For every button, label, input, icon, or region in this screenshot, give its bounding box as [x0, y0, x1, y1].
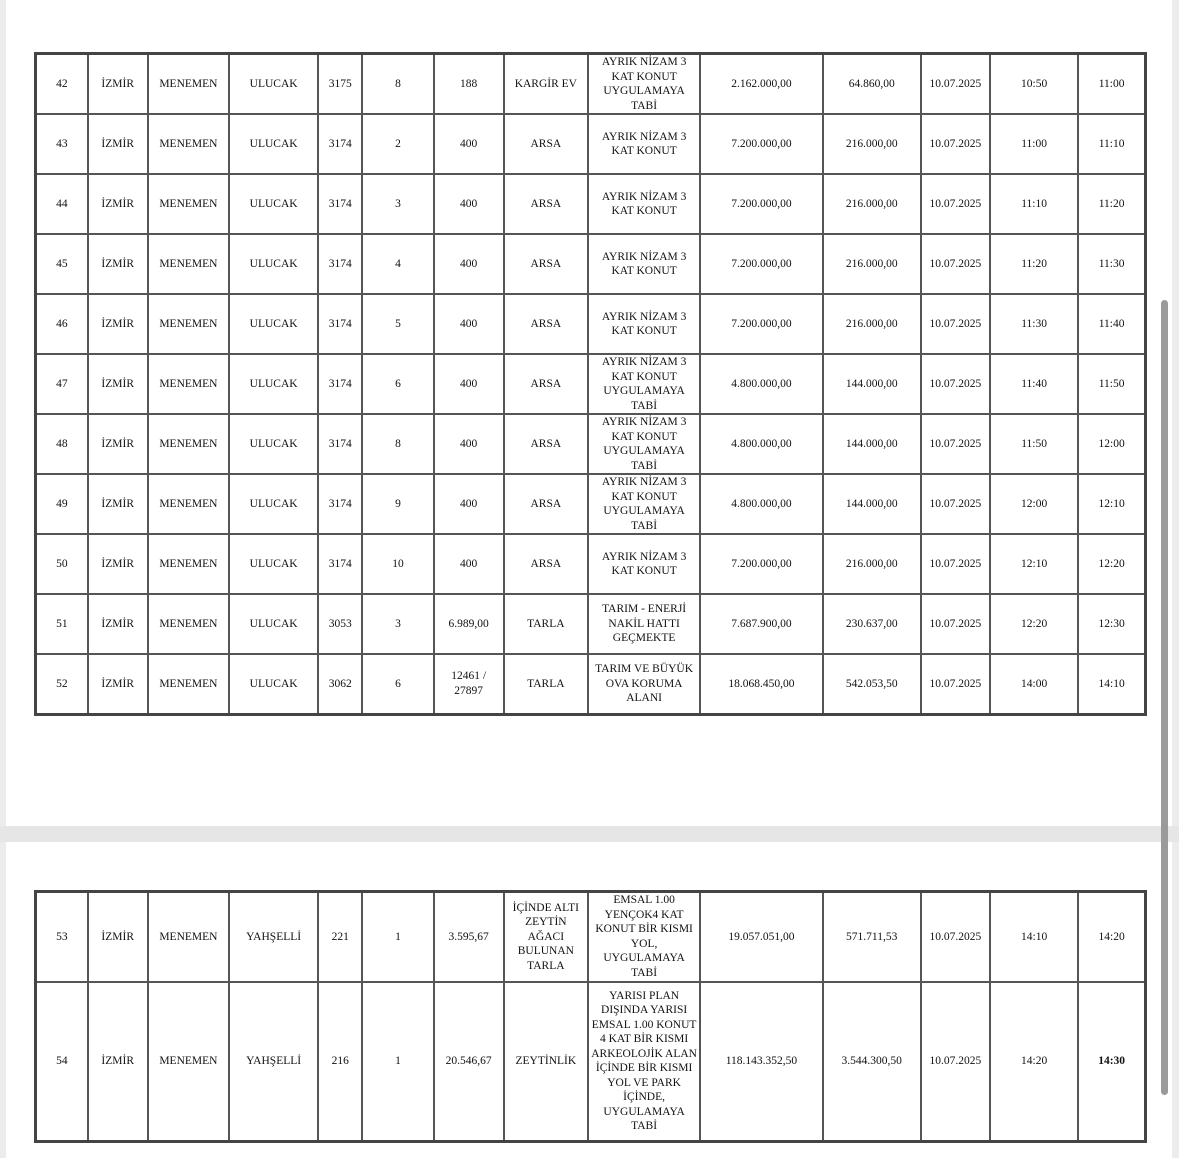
province-cell: İZMİR [88, 982, 148, 1142]
neighborhood-cell: ULUCAK [229, 654, 318, 714]
table-row [36, 654, 1146, 714]
district-cell: MENEMEN [148, 982, 229, 1142]
zoning-cell: AYRIK NİZAM 3 KAT KONUT [588, 534, 700, 594]
province-cell: İZMİR [88, 294, 148, 354]
parcel-cell: 6 [362, 354, 433, 414]
zoning-cell: AYRIK NİZAM 3 KAT KONUT UYGULAMAYA TABİ [588, 54, 700, 115]
start-time-cell: 14:00 [990, 654, 1078, 714]
area-cell: 12461 / 27897 [434, 654, 504, 714]
row-number-cell: 44 [36, 174, 88, 234]
property-type-cell: ARSA [504, 474, 588, 534]
area-cell: 400 [434, 114, 504, 174]
end-time-cell: 11:10 [1078, 114, 1145, 174]
neighborhood-cell: ULUCAK [229, 474, 318, 534]
province-cell: İZMİR [88, 174, 148, 234]
start-time-cell: 11:10 [990, 174, 1078, 234]
province-cell: İZMİR [88, 654, 148, 714]
neighborhood-cell: YAHŞELLİ [229, 892, 318, 982]
property-type-cell: ARSA [504, 114, 588, 174]
block-cell: 3174 [318, 114, 362, 174]
district-cell: MENEMEN [148, 474, 229, 534]
end-time-cell: 12:00 [1078, 414, 1145, 474]
property-type-cell: ARSA [504, 354, 588, 414]
end-time-cell: 12:10 [1078, 474, 1145, 534]
province-cell: İZMİR [88, 892, 148, 982]
parcel-cell: 1 [362, 982, 433, 1142]
neighborhood-cell: ULUCAK [229, 594, 318, 654]
area-cell: 400 [434, 234, 504, 294]
auction-date-cell: 10.07.2025 [921, 294, 990, 354]
estimated-value-cell: 118.143.352,50 [700, 982, 822, 1142]
deposit-cell: 64.860,00 [823, 54, 921, 115]
zoning-cell: AYRIK NİZAM 3 KAT KONUT UYGULAMAYA TABİ [588, 414, 700, 474]
parcel-cell: 3 [362, 174, 433, 234]
table-row [36, 474, 1146, 534]
area-cell: 400 [434, 534, 504, 594]
deposit-cell: 216.000,00 [823, 174, 921, 234]
deposit-cell: 144.000,00 [823, 474, 921, 534]
row-number-cell: 50 [36, 534, 88, 594]
start-time-cell: 11:40 [990, 354, 1078, 414]
end-time-cell: 11:30 [1078, 234, 1145, 294]
parcel-cell: 4 [362, 234, 433, 294]
table-body [36, 54, 1146, 715]
start-time-cell: 12:00 [990, 474, 1078, 534]
district-cell: MENEMEN [148, 354, 229, 414]
auction-date-cell: 10.07.2025 [921, 474, 990, 534]
property-type-cell: ARSA [504, 294, 588, 354]
parcel-cell: 6 [362, 654, 433, 714]
district-cell: MENEMEN [148, 654, 229, 714]
district-cell: MENEMEN [148, 54, 229, 115]
start-time-cell: 14:10 [990, 892, 1078, 982]
deposit-cell: 144.000,00 [823, 414, 921, 474]
district-cell: MENEMEN [148, 534, 229, 594]
start-time-cell: 10:50 [990, 54, 1078, 115]
parcel-cell: 9 [362, 474, 433, 534]
end-time-cell: 12:30 [1078, 594, 1145, 654]
page-separator [0, 826, 1179, 842]
table-row [36, 982, 1146, 1142]
neighborhood-cell: ULUCAK [229, 174, 318, 234]
row-number-cell: 48 [36, 414, 88, 474]
document-page-1 [6, 0, 1172, 826]
auction-date-cell: 10.07.2025 [921, 114, 990, 174]
end-time-cell: 12:20 [1078, 534, 1145, 594]
block-cell: 3174 [318, 174, 362, 234]
row-number-cell: 45 [36, 234, 88, 294]
deposit-cell: 216.000,00 [823, 294, 921, 354]
district-cell: MENEMEN [148, 294, 229, 354]
district-cell: MENEMEN [148, 414, 229, 474]
property-type-cell: ARSA [504, 174, 588, 234]
deposit-cell: 216.000,00 [823, 114, 921, 174]
neighborhood-cell: ULUCAK [229, 234, 318, 294]
block-cell: 3174 [318, 534, 362, 594]
zoning-cell: AYRIK NİZAM 3 KAT KONUT [588, 294, 700, 354]
estimated-value-cell: 7.200.000,00 [700, 174, 822, 234]
property-type-cell: ZEYTİNLİK [504, 982, 588, 1142]
property-type-cell: KARGİR EV [504, 54, 588, 115]
estimated-value-cell: 7.687.900,00 [700, 594, 822, 654]
end-time-cell: 14:20 [1078, 892, 1145, 982]
table-row [36, 534, 1146, 594]
neighborhood-cell: ULUCAK [229, 294, 318, 354]
parcel-cell: 3 [362, 594, 433, 654]
estimated-value-cell: 4.800.000,00 [700, 474, 822, 534]
neighborhood-cell: ULUCAK [229, 114, 318, 174]
auction-date-cell: 10.07.2025 [921, 892, 990, 982]
block-cell: 216 [318, 982, 362, 1142]
deposit-cell: 571.711,53 [823, 892, 921, 982]
row-number-cell: 52 [36, 654, 88, 714]
estimated-value-cell: 7.200.000,00 [700, 294, 822, 354]
row-number-cell: 43 [36, 114, 88, 174]
end-time-cell: 11:50 [1078, 354, 1145, 414]
table-row [36, 594, 1146, 654]
area-cell: 6.989,00 [434, 594, 504, 654]
neighborhood-cell: ULUCAK [229, 534, 318, 594]
auction-date-cell: 10.07.2025 [921, 54, 990, 115]
auction-date-cell: 10.07.2025 [921, 234, 990, 294]
end-time-cell: 11:20 [1078, 174, 1145, 234]
district-cell: MENEMEN [148, 174, 229, 234]
zoning-cell: YARISI PLAN DIŞINDA YARISI EMSAL 1.00 KONUT 4 KAT BİR KISMI ARKEOLOJİK ALAN İÇİNDE BİR KISMI YOL VE PARK İÇİNDE, UYGULAMAYA TABİ [588, 982, 700, 1142]
start-time-cell: 11:30 [990, 294, 1078, 354]
deposit-cell: 144.000,00 [823, 354, 921, 414]
row-number-cell: 53 [36, 892, 88, 982]
zoning-cell: TARIM VE BÜYÜK OVA KORUMA ALANI [588, 654, 700, 714]
estimated-value-cell: 19.057.051,00 [700, 892, 822, 982]
table-row [36, 174, 1146, 234]
province-cell: İZMİR [88, 234, 148, 294]
area-cell: 3.595,67 [434, 892, 504, 982]
block-cell: 3174 [318, 234, 362, 294]
property-type-cell: İÇİNDE ALTI ZEYTİN AĞACI BULUNAN TARLA [504, 892, 588, 982]
neighborhood-cell: ULUCAK [229, 54, 318, 115]
table-row [36, 294, 1146, 354]
vertical-scrollbar[interactable] [1161, 300, 1168, 1095]
table-row [36, 234, 1146, 294]
deposit-cell: 216.000,00 [823, 234, 921, 294]
province-cell: İZMİR [88, 54, 148, 115]
auction-date-cell: 10.07.2025 [921, 654, 990, 714]
zoning-cell: AYRIK NİZAM 3 KAT KONUT [588, 114, 700, 174]
document-page-2 [6, 842, 1172, 1158]
end-time-cell: 14:30 [1078, 982, 1145, 1142]
block-cell: 221 [318, 892, 362, 982]
auction-date-cell: 10.07.2025 [921, 982, 990, 1142]
end-time-cell: 11:00 [1078, 54, 1145, 115]
zoning-cell: TARIM - ENERJİ NAKİL HATTI GEÇMEKTE [588, 594, 700, 654]
row-number-cell: 47 [36, 354, 88, 414]
deposit-cell: 230.637,00 [823, 594, 921, 654]
parcel-cell: 8 [362, 414, 433, 474]
table-body [36, 892, 1146, 1142]
area-cell: 400 [434, 474, 504, 534]
province-cell: İZMİR [88, 594, 148, 654]
parcel-cell: 10 [362, 534, 433, 594]
district-cell: MENEMEN [148, 594, 229, 654]
property-type-cell: TARLA [504, 654, 588, 714]
deposit-cell: 3.544.300,50 [823, 982, 921, 1142]
property-type-cell: ARSA [504, 414, 588, 474]
parcel-cell: 1 [362, 892, 433, 982]
zoning-cell: EMSAL 1.00 YENÇOK4 KAT KONUT BİR KISMI YOL, UYGULAMAYA TABİ [588, 892, 700, 982]
table-row [36, 354, 1146, 414]
row-number-cell: 54 [36, 982, 88, 1142]
parcel-cell: 8 [362, 54, 433, 115]
zoning-cell: AYRIK NİZAM 3 KAT KONUT [588, 174, 700, 234]
row-number-cell: 51 [36, 594, 88, 654]
area-cell: 400 [434, 414, 504, 474]
block-cell: 3175 [318, 54, 362, 115]
table-row [36, 114, 1146, 174]
start-time-cell: 11:50 [990, 414, 1078, 474]
auction-date-cell: 10.07.2025 [921, 354, 990, 414]
estimated-value-cell: 7.200.000,00 [700, 114, 822, 174]
area-cell: 400 [434, 294, 504, 354]
area-cell: 400 [434, 174, 504, 234]
block-cell: 3062 [318, 654, 362, 714]
auction-table-page-2 [34, 890, 1147, 1143]
estimated-value-cell: 4.800.000,00 [700, 414, 822, 474]
area-cell: 20.546,67 [434, 982, 504, 1142]
start-time-cell: 14:20 [990, 982, 1078, 1142]
table-row [36, 54, 1146, 115]
table-row [36, 892, 1146, 982]
district-cell: MENEMEN [148, 114, 229, 174]
row-number-cell: 49 [36, 474, 88, 534]
district-cell: MENEMEN [148, 234, 229, 294]
estimated-value-cell: 7.200.000,00 [700, 534, 822, 594]
province-cell: İZMİR [88, 534, 148, 594]
estimated-value-cell: 4.800.000,00 [700, 354, 822, 414]
row-number-cell: 42 [36, 54, 88, 115]
neighborhood-cell: YAHŞELLİ [229, 982, 318, 1142]
deposit-cell: 542.053,50 [823, 654, 921, 714]
estimated-value-cell: 2.162.000,00 [700, 54, 822, 115]
block-cell: 3053 [318, 594, 362, 654]
row-number-cell: 46 [36, 294, 88, 354]
block-cell: 3174 [318, 294, 362, 354]
property-type-cell: TARLA [504, 594, 588, 654]
block-cell: 3174 [318, 354, 362, 414]
zoning-cell: AYRIK NİZAM 3 KAT KONUT UYGULAMAYA TABİ [588, 354, 700, 414]
area-cell: 188 [434, 54, 504, 115]
auction-date-cell: 10.07.2025 [921, 594, 990, 654]
end-time-cell: 11:40 [1078, 294, 1145, 354]
province-cell: İZMİR [88, 414, 148, 474]
deposit-cell: 216.000,00 [823, 534, 921, 594]
province-cell: İZMİR [88, 354, 148, 414]
table-row [36, 414, 1146, 474]
province-cell: İZMİR [88, 474, 148, 534]
estimated-value-cell: 18.068.450,00 [700, 654, 822, 714]
start-time-cell: 12:20 [990, 594, 1078, 654]
start-time-cell: 12:10 [990, 534, 1078, 594]
zoning-cell: AYRIK NİZAM 3 KAT KONUT [588, 234, 700, 294]
province-cell: İZMİR [88, 114, 148, 174]
property-type-cell: ARSA [504, 234, 588, 294]
auction-table-page-1 [34, 52, 1147, 716]
parcel-cell: 2 [362, 114, 433, 174]
district-cell: MENEMEN [148, 892, 229, 982]
parcel-cell: 5 [362, 294, 433, 354]
start-time-cell: 11:20 [990, 234, 1078, 294]
auction-date-cell: 10.07.2025 [921, 534, 990, 594]
start-time-cell: 11:00 [990, 114, 1078, 174]
neighborhood-cell: ULUCAK [229, 354, 318, 414]
neighborhood-cell: ULUCAK [229, 414, 318, 474]
property-type-cell: ARSA [504, 534, 588, 594]
block-cell: 3174 [318, 474, 362, 534]
auction-date-cell: 10.07.2025 [921, 174, 990, 234]
estimated-value-cell: 7.200.000,00 [700, 234, 822, 294]
end-time-cell: 14:10 [1078, 654, 1145, 714]
auction-date-cell: 10.07.2025 [921, 414, 990, 474]
area-cell: 400 [434, 354, 504, 414]
block-cell: 3174 [318, 414, 362, 474]
zoning-cell: AYRIK NİZAM 3 KAT KONUT UYGULAMAYA TABİ [588, 474, 700, 534]
